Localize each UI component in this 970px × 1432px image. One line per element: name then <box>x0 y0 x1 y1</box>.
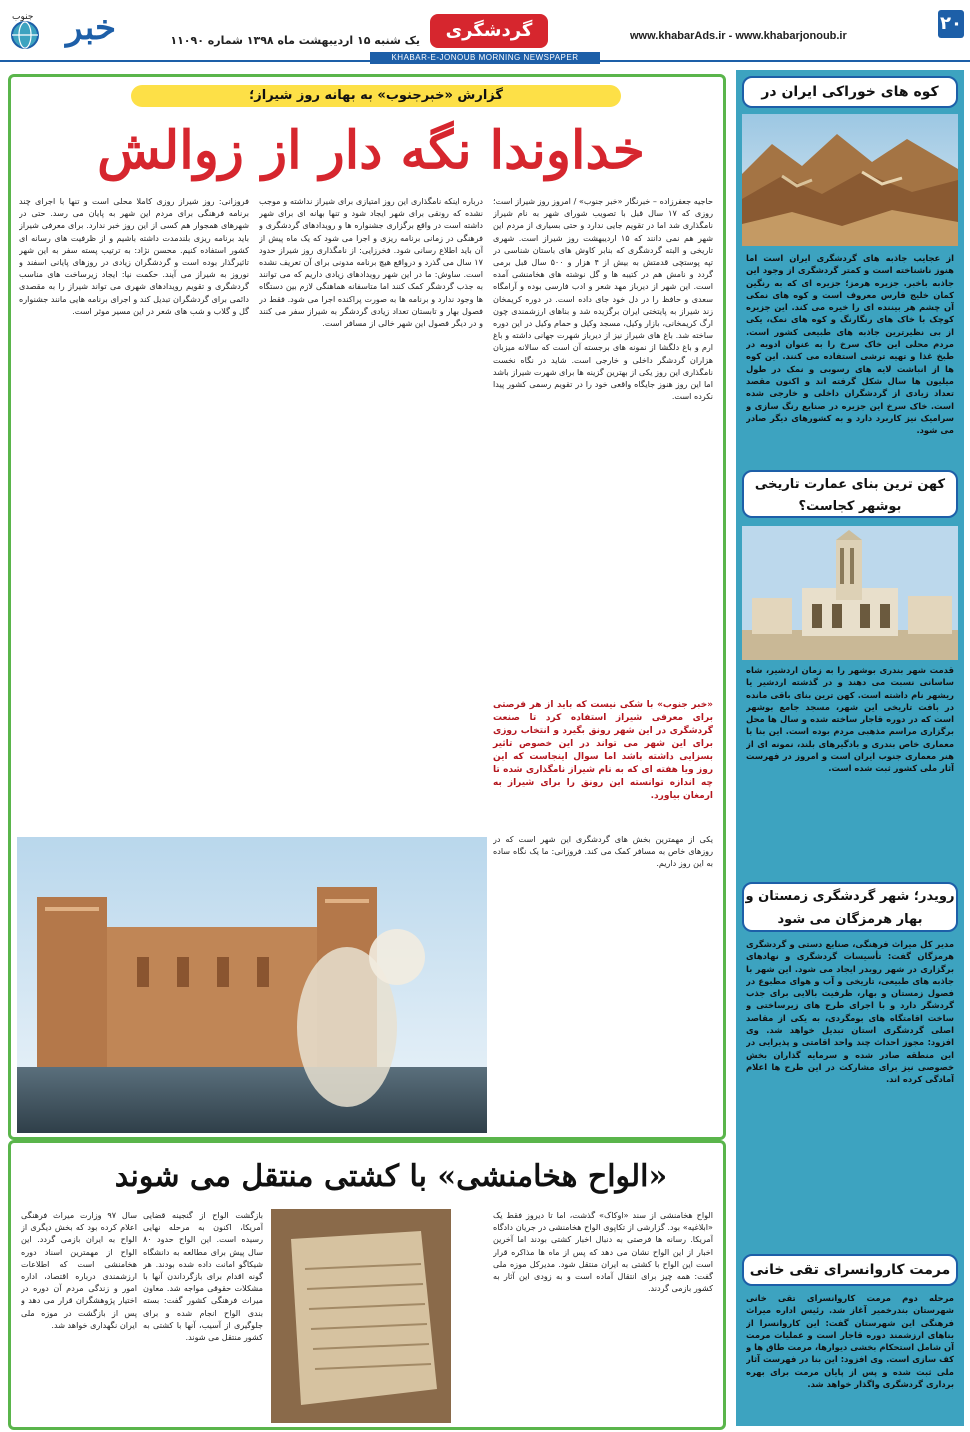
bottom-article <box>8 1140 726 1430</box>
page-header <box>0 0 970 62</box>
bottom-article-headline: «الواح هخامنشی» با کشتی منتقل می شوند <box>114 1159 668 1194</box>
hormuz-mountains-photo <box>742 114 958 246</box>
sidebar-box2-body: قدمت شهر بندری بوشهر را به زمان اردشیر، شاه ساسانی نسبت می دهند و در گذشته اردشیر یا ریشهر نام داشته است. کهن ترین بنای باقی مانده در بافت تاریخی این شهر، مسجد جامع بوشهر است که در دوره قاجار ساخته شده و سال ها محل برگزاری مراسم مذهبی مردم بوده است. این بنا با معماری خاص بندری و بادگیرهای بلند، نمونه ای از هنر معماری جنوب ایران است و امروز در فهرست آثار ملی کشور ثبت شده است. <box>746 665 954 774</box>
sidebar-box2-title: کهن ترین بنای عمارت تاریخی بوشهر کجاست؟ <box>742 470 958 518</box>
logo-text: خبر <box>65 8 116 48</box>
header-ribbon: KHABAR-E-JONOUB MORNING NEWSPAPER <box>370 52 600 64</box>
bottom-article-column-2: بازگشت الواح از گنجینه قضایی آمریکا، اکنون به مرحله نهایی رسیده است. این الواح حدود ۸۰ سال پیش برای مطالعه به دانشگاه شیکاگو امانت داده شده بودند. هر گونه اقدام برای بازگرداندن آنها با مشکلات حقوقی مواجه شد. معاون میراث فرهنگی کشور گفت: بسته بندی الواح انجام شده و برای جلوگیری از آسیب، آنها با کشتی به کشور منتقل می شوند. <box>143 1210 263 1343</box>
bottom-article-column-1: الواح هخامنشی از سند «اوکاک» گذشت، اما تا دیروز فقط یک «ابلاغیه» بود. گزارشی از تکاپوی الواح هخامنشی در جریان دادگاه آمریکا. رسانه ها فرصتی به دنبال اخبار کشتی بودند اما آخرین اخبار از این الواح نشان می دهد که پس از ماه ها مذاکره قرار است این الواح با کشتی به ایران منتقل شود. مدیرکل موزه ملی گفت: همه چیز برای انتقال آماده است و به زودی این آثار به کشور بازمی گردند. <box>493 1210 713 1294</box>
article-column-2: درباره اینکه نامگذاری این روز امتیازی برای شیراز نداشته و موجب نشده که رونقی برای شهر ایجاد شود و تنها بهانه ای برای شهر داشته است در واقع برگزاری جشنواره ها و رویدادهای گردشگری و فرهنگی در زمانی برنامه ریزی و اجرا می شود که یک ماه پیش از آن باید اطلاع رسانی شود. فخرزایی: از نامگذاری روز شیراز حدود ۱۷ سال می گذرد و درواقع هیچ برنامه مدونی برای آن تعریف نشده است. ساوش: ما در این شهر رویدادهای زیادی داریم که می توانند به جذب گردشگر کمک کنند اما متاسفانه هماهنگی لازم بین دستگاه ها وجود ندارد و برنامه ها به صورت پراکنده اجرا می شود. فقط در فصول بهار و تابستان تعداد زیادی گردشگر به شیراز سفر می کنند و در دیگر فصول این شهر خالی از مسافر است. <box>259 196 483 329</box>
logo-subtext: جنوب <box>12 12 34 22</box>
main-article-frame <box>8 74 726 1140</box>
page-number: ۲۰ <box>938 10 964 38</box>
sidebar-box3-title: رویدر؛ شهر گردشگری زمستان و بهار هرمزگان می شود <box>742 882 958 932</box>
bushehr-building-photo <box>742 526 958 660</box>
sidebar-box1-body: از عجایب جاذبه های گردشگری ایران است اما هنوز ناشناخته است و کمتر گردشگری از وجود این جاذبه باخبر. جزیره هرمز؛ جزیره ای که به رنگین کمان خلیج فارس معروف است و کوه های نمکی آن چشم هر بیننده ای را خیره می کند. این جزیره کوچک با خاک های رنگارنگ و کوه های نمک، یکی از بی نظیرترین جاذبه های طبیعی کشور است. مردم محلی این خاک سرخ را به عنوان ادویه در طبخ غذا و تهیه ترشی استفاده می کنند. این کوه ها از انباشت لایه های رسوبی و نمک در طول میلیون ها سال شکل گرفته اند و اکنون مقصد تعداد زیادی از گردشگران داخلی و خارجی شده است. خاک سرخ این جزیره در صنایع رنگ سازی و سرامیک نیز کاربرد دارد و به کشورهای دیگر صادر می شود. <box>746 253 954 436</box>
article-kicker: گزارش «خبرجنوب» به بهانه روز شیراز؛ <box>131 85 621 107</box>
sidebar-box4-title: مرمت کاروانسرای تقی خانی <box>742 1254 958 1286</box>
karim-khan-citadel-photo <box>17 837 487 1133</box>
article-pull-quote: «خبر جنوب» با شکی نیست که باید از هر فرصتی برای معرفی شیراز استفاده کرد تا صنعت گردشگری در این شهر رونق بگیرد و انتخاب روزی برای این شهر می تواند در این خصوص تاثیر بسزایی داشته باشد اما سوال اینجاست که این روز ویا هفته ای که به نام شیراز نامگذاری شده تا چه اندازه توانسته این رونق را برای شیراز به ارمغان بیاورد. <box>493 700 713 801</box>
sidebar-box3-body: مدیر کل میراث فرهنگی، صنایع دستی و گردشگری هرمزگان گفت: تأسیسات گردشگری و نهادهای برگزاری در شهر رویدر ایجاد می شود. این شهر با جاذبه های طبیعی، تاریخی و آب و هوای مطبوع در فصول زمستان و بهار، ظرفیت بالایی برای جذب گردشگر دارد و با اجرای طرح های زیرساختی و ساخت اقامتگاه های بومگردی، به یکی از مقاصد اصلی گردشگری استان تبدیل خواهد شد. وی افزود: مجوز احداث چند واحد اقامتی و پذیرایی در این منطقه صادر شده و سرمایه گذاران بخش خصوصی نیز برای مشارکت در این طرح ها اعلام آمادگی کرده اند. <box>746 939 954 1085</box>
sidebar-box1-title: کوه های خوراکی ایران در <box>742 76 958 108</box>
article-column-bottom: یکی از مهمترین بخش های گردشگری این شهر است که در روزهای خاص به مسافر کمک می کند. فروزانی: ما یک نگاه ساده به این روز داریم. <box>493 834 713 869</box>
article-headline: خداوندا نگه دار از زوالش <box>97 120 645 181</box>
globe-icon <box>10 20 40 50</box>
article-column-1: حاجیه جعفرزاده – خبرنگار «خبر جنوب» / امروز روز شیراز است؛ روزی که ۱۷ سال قبل با تصویب شورای شهر به نام شیراز نامگذاری شد اما در تقویم جایی ندارد و حتی بسیاری از مردم این شهر هم نمی دانند که ۱۵ اردیبهشت روز شیراز است. شهری تاریخی و البته گردشگری که بنابر کاوش های باستان شناسی در تپه پوستچی قدمتش به بیش از ۴ هزار و ۵۰۰ سال قبل برمی گردد و نامش هم در کتیبه ها و گل نوشته های هخامنشی آمده است. این شهر از دیرباز مهد شعر و ادب فارسی بوده و آرامگاه سعدی و حافظ را در دل خود جای داده است. در دوره کریمخان زند شیراز به پایتختی ایران برگزیده شد و بناهای ارزشمندی چون ارگ کریمخانی، بازار وکیل، مسجد وکیل و حمام وکیل در این دوره ساخته شد. باغ های شیراز نیز از دیرباز شهرت جهانی داشته و باغ ارم و باغ دلگشا از نمونه های برجسته آن است که سالانه میزبان هزاران گردشگر داخلی و خارجی است. شاید در نگاه نخست نامگذاری این روز یکی از بهترین گزینه ها برای شهرت شیراز باشد اما این روز هنوز جایگاه واقعی خود را در تقویم رسمی کشور پیدا نکرده است. <box>493 196 713 402</box>
site-links[interactable]: www.khabarAds.ir - www.khabarjonoub.ir <box>630 30 847 42</box>
sidebar-box4-body: مرحله دوم مرمت کاروانسرای تقی خانی شهرستان بندرخمیر آغاز شد. رئیس اداره میراث فرهنگی این شهرستان گفت: این کاروانسرا از بناهای ارزشمند دوره قاجار است و عملیات مرمت آن شامل استحکام بخشی دیوارها، مرمت طاق ها و کف سازی است. وی افزود: این بنا در فهرست آثار ملی ثبت شده و پس از پایان مرمت برای بهره برداری گردشگری واگذار خواهد شد. <box>746 1293 954 1390</box>
dateline: یک شنبه ۱۵ اردیبهشت ماه ۱۳۹۸ شماره ۱۱۰۹۰ <box>170 34 420 47</box>
sidebar <box>736 70 964 1426</box>
section-badge: گردشگری <box>430 14 548 48</box>
newspaper-logo[interactable] <box>8 6 120 54</box>
achaemenid-tablet-photo <box>271 1209 451 1423</box>
bottom-article-column-3: سال ۹۷ وزارت میراث فرهنگی اعلام کرده بود که بخش دیگری از الواح به ایران بازمی گردد. این الواح از مهمترین اسناد دوره هخامنشی است که اطلاعات ارزشمندی درباره اقتصاد، اداره امور و زندگی مردم آن دوره در اختیار پژوهشگران قرار می دهد و پس از بازگشت در موزه ملی ایران نگهداری خواهد شد. <box>21 1210 137 1330</box>
article-column-3: فروزانی: روز شیراز روزی کاملا محلی است و تنها با اجرای چند برنامه فرهنگی برای مردم این شهر به پایان می رسد. حتی در شهرهای همجوار هم کسی از این روز خبر ندارد. برای معرفی شیراز باید برنامه ریزی بلندمدت داشته باشیم و از ظرفیت های رسانه ای کشور استفاده کنیم. محسن نژاد: به ترتیب پسته سفر به این شهر تاثیرگذار بوده است و گردشگران زیادی در روزهای پایانی اسفند و نوروز به شیراز می آیند. حکمت نیا: ایجاد زیرساخت های مناسب گردشگری و تقویم رویدادهای شهری می تواند شیراز را به مقصدی دائمی برای گردشگران تبدیل کند و اجرای برنامه هایی مانند جشنواره گل و گلاب و شب های شعر در این مسیر موثر است. <box>19 196 249 316</box>
